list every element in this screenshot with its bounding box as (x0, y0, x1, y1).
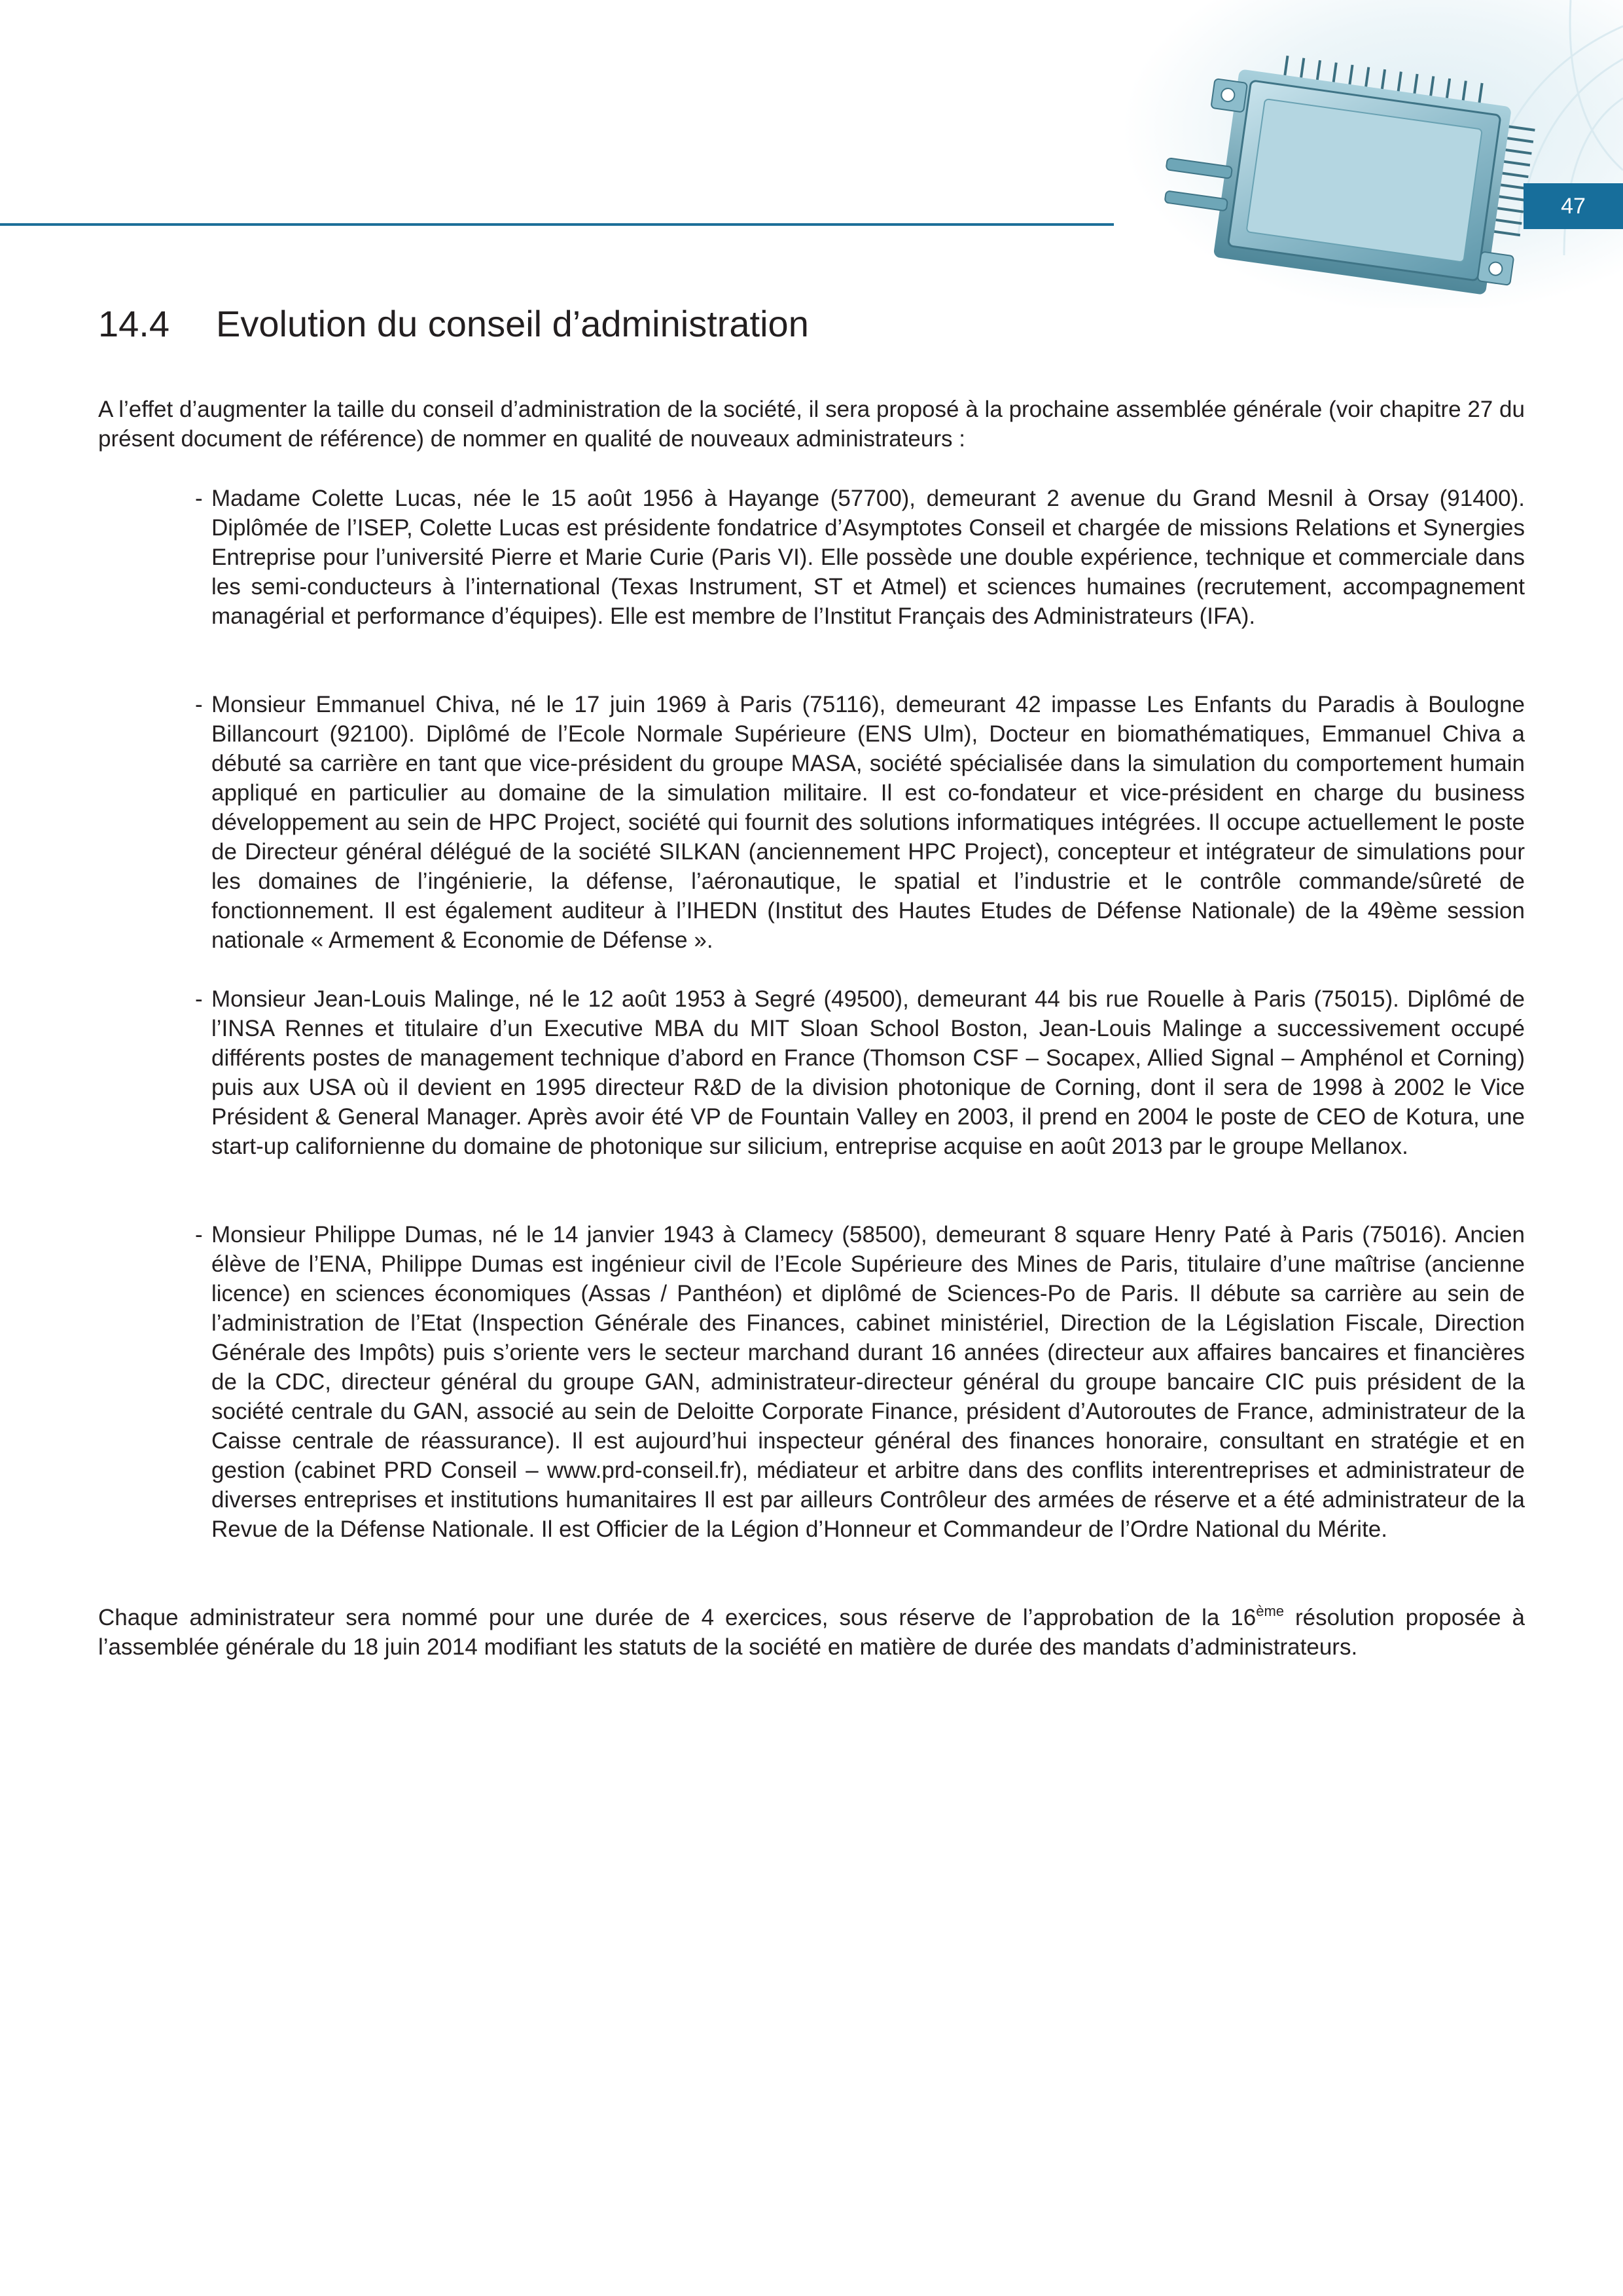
candidate-text: Monsieur Philippe Dumas, né le 14 janvier 1943 à Clamecy (58500), demeurant 8 square Henry Paté à Paris (75016). Ancien élève de l’ENA, Philippe Dumas est ingénieur civil de l’Ecole Supérieure des Mines de Paris, titulaire d’une maîtrise (ancienne licence) en sciences économiques (Assas / Panthéon) et diplômé de Sciences-Po de Paris. Il débute sa carrière au sein de l’administration de l’Etat (Inspection Générale des Finances, cabinet ministériel, Direction de la Législation Fiscale, Direction Générale des Impôts) puis s’oriente vers le secteur marchand durant 16 années (directeur aux affaires bancaires et financières de la CDC, directeur général du groupe GAN, administrateur-directeur général du groupe bancaire CIC puis président de la société centrale du GAN, associé au sein de Deloitte Corporate Finance, président d’Autoroutes de France, administrateur de la Caisse centrale de réassurance). Il est aujourd’hui inspecteur général des finances honoraire, consultant en stratégie et en gestion (cabinet PRD Conseil – www.prd-conseil.fr), médiateur et arbitre dans des conflits interentreprises et administrateur de diverses entreprises et institutions humanitaires Il est par ailleurs Contrôleur des armées de réserve et a été administrateur de la Revue de la Défense Nationale. Il est Officier de la Légion d’Honneur et Commandeur de l’Ordre National du Mérite. (211, 1222, 1525, 1542)
ordinal-superscript: ème (1256, 1603, 1285, 1619)
list-dash: - (195, 692, 203, 717)
section-title: Evolution du conseil d’administration (216, 303, 809, 344)
candidate-text: Monsieur Jean-Louis Malinge, né le 12 août 1953 à Segré (49500), demeurant 44 bis rue Rouelle à Paris (75015). Diplômé de l’INSA Rennes et titulaire d’un Executive MBA du MIT Sloan School Boston, Jean-Louis Malinge a successivement occupé différents postes de management technique d’abord en France (Thomson CSF – Socapex, Allied Signal – Amphénol et Corning) puis aux USA où il devient en 1995 directeur R&D de la division photonique de Corning, dont il sera de 1998 à 2002 le Vice Président & General Manager. Après avoir été VP de Fountain Valley en 2003, il prend en 2004 le poste de CEO de Kotura, une start-up californienne du domaine de photonique sur silicium, entreprise acquise en août 2013 par le groupe Mellanox. (211, 986, 1525, 1159)
intro-paragraph: A l’effet d’augmenter la taille du conseil d’administration de la société, il sera proposé à la prochaine assemblée générale (voir chapitre 27 du présent document de référence) de nommer en qualité de nouveaux administrateurs : (98, 397, 1525, 452)
candidate-item (195, 484, 1525, 631)
header-rule (0, 223, 1114, 226)
candidate-text: Madame Colette Lucas, née le 15 août 1956 à Hayange (57700), demeurant 2 avenue du Grand Mesnil à Orsay (91400). Diplômée de l’ISEP, Colette Lucas est présidente fondatrice d’Asymptotes Conseil et chargée de missions Relations et Synergies Entreprise pour l’université Pierre et Marie Curie (Paris VI). Elle possède une double expérience, technique et commerciale dans les semi-conducteurs à l’international (Texas Instrument, ST et Atmel) et sciences humaines (recrutement, accompagnement managérial et performance d’équipes). Elle est membre de l’Institut Français des Administrateurs (IFA). (211, 486, 1525, 629)
candidate-item (195, 984, 1525, 1161)
candidate-item (195, 690, 1525, 955)
closing-paragraph (98, 1603, 1525, 1662)
page-number: 47 (1524, 183, 1623, 229)
electronic-component-image (1113, 0, 1623, 308)
closing-text-after: résolution proposée à l’assemblée générale du 18 juin 2014 modifiant les statuts de la société en matière de durée des mandats d’administrateurs. (98, 1605, 1525, 1660)
list-dash: - (195, 1222, 203, 1247)
section-number: 14.4 (98, 303, 169, 344)
candidate-item (195, 1220, 1525, 1544)
closing-text-before: Chaque administrateur sera nommé pour une durée de 4 exercices, sous réserve de l’approbation de la 16 (98, 1605, 1257, 1630)
section-heading (98, 302, 809, 345)
list-dash: - (195, 486, 203, 511)
list-dash: - (195, 986, 203, 1012)
candidate-text: Monsieur Emmanuel Chiva, né le 17 juin 1969 à Paris (75116), demeurant 42 impasse Les Enfants du Paradis à Boulogne Billancourt (92100). Diplômé de l’Ecole Normale Supérieure (ENS Ulm), Docteur en biomathématiques, Emmanuel Chiva a débuté sa carrière en tant que vice-président du groupe MASA, société spécialisée dans la simulation du comportement humain appliqué en particulier au domaine de la simulation militaire. Il est co-fondateur et vice-président en charge du business développement au sein de HPC Project, société qui fournit des solutions informatiques intégrées. Il occupe actuellement le poste de Directeur général délégué de la société SILKAN (anciennement HPC Project), concepteur et intégrateur de simulations pour les domaines de l’ingénierie, la défense, l’aéronautique, le spatial et l’industrie et le contrôle commande/sûreté de fonctionnement. Il est également auditeur à l’IHEDN (Institut des Hautes Etudes de Défense Nationale) de la 49ème session nationale « Armement & Economie de Défense ». (211, 692, 1525, 953)
